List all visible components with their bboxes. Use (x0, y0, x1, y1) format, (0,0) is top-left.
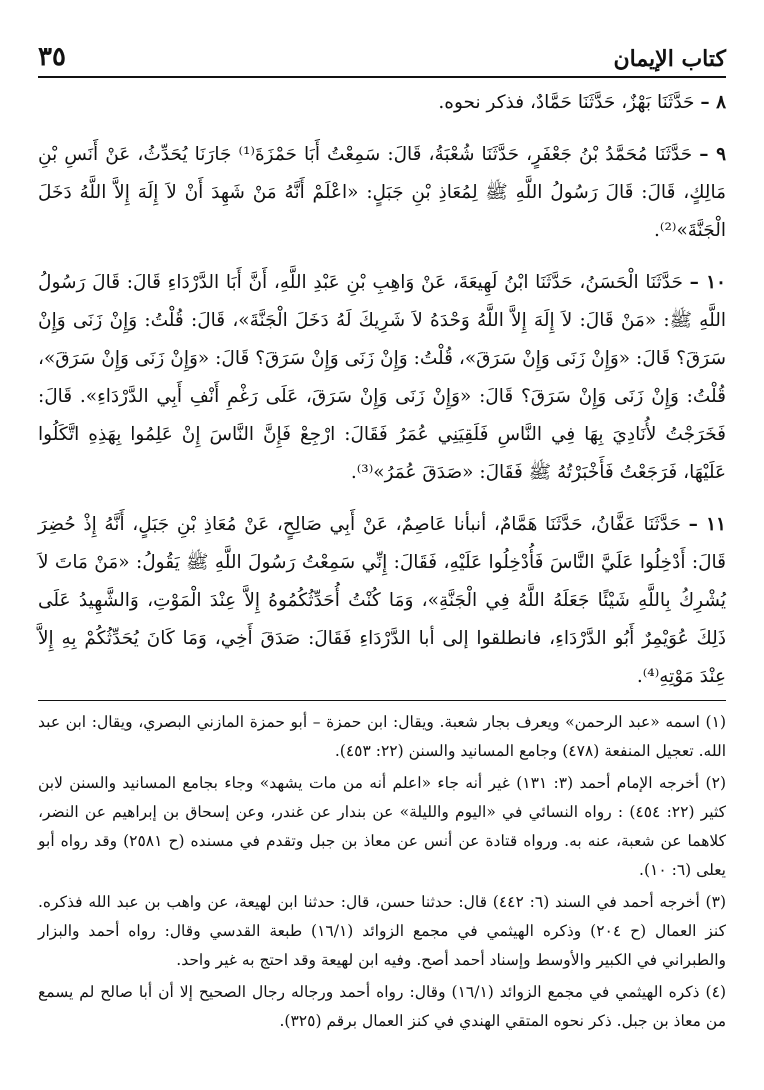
footnote-3 (38, 888, 726, 975)
footnote-number: (٤) (705, 983, 726, 1001)
footnote-1 (38, 708, 726, 766)
hadith-text: حَدَّثَنَا مُحَمَّدُ بْنُ جَعْفَرٍ، حَدَّثَنَا شُعْبَةُ، قَالَ: سَمِعْتُ أَبَا حَمْزَةَ⁽¹⁾ جَارَنَا يُحَدِّثُ، عَنْ أَنَسِ بْنِ مَالِكٍ، قَالَ: قَالَ رَسُولُ اللَّهِ ﷺ لِمُعَاذِ بْنِ جَبَلٍ: «اعْلَمْ أَنَّهُ مَنْ شَهِدَ أَنْ لاَ إِلَهَ إِلاَّ اللَّهُ دَخَلَ الْجَنَّةَ»⁽²⁾. (38, 144, 726, 241)
footnote-text: أخرجه أحمد في السند (٦: ٤٤٢) قال: حدثنا حسن، قال: حدثنا ابن لهيعة، عن واهب بن عبد الله فذكره. كنز العمال (ح ٢٠٤) وذكره الهيثمي في مجمع الزوائد (١٦/١) طبعة القدسي وقال: رواه أحمد والبزار والطبراني في الكبير والأوسط وإسناد أحمد أصح. وفيه ابن لهيعة وقد احتج به غير واحد. (38, 893, 726, 969)
header-rule (38, 76, 726, 78)
hadith-11 (38, 506, 726, 696)
hadith-number: ٩ – (699, 144, 726, 165)
footnote-2 (38, 769, 726, 885)
hadith-text: حَدَّثَنَا بَهْزٌ، حَدَّثَنَا حَمَّادٌ، فذكر نحوه. (438, 92, 695, 113)
footnote-text: اسمه «عبد الرحمن» ويعرف بجار شعبة. ويقال: ابن حمزة – أبو حمزة المازني البصري، ويقال: ابن عبد الله. تعجيل المنفعة (٤٧٨) وجامع المسانيد والسنن (٢٢: ٤٥٣). (38, 713, 726, 760)
hadith-number: ٨ – (700, 92, 726, 113)
footnotes (38, 708, 726, 1039)
hadith-9 (38, 136, 726, 250)
footnote-number: (٣) (705, 893, 726, 911)
hadith-text: حَدَّثَنَا الْحَسَنُ، حَدَّثَنَا ابْنُ لَهِيعَةَ، عَنْ وَاهِبِ بْنِ عَبْدِ اللَّهِ، أَنَّ أَبَا الدَّرْدَاءِ قَالَ: قَالَ رَسُولُ اللَّهِ ﷺ: «مَنْ قَالَ: لاَ إِلَهَ إِلاَّ اللَّهُ وَحْدَهُ لاَ شَرِيكَ لَهُ دَخَلَ الْجَنَّةَ»، قَالَ: قُلْتُ: وَإِنْ زَنَى وَإِنْ سَرَقَ؟ قَالَ: «وَإِنْ زَنَى وَإِنْ سَرَقَ»، قُلْتُ: وَإِنْ زَنَى وَإِنْ سَرَقَ؟ قَالَ: «وَإِنْ زَنَى وَإِنْ سَرَقَ»، قُلْتُ: وَإِنْ زَنَى وَإِنْ سَرَقَ؟ قَالَ: «وَإِنْ زَنَى وَإِنْ سَرَقَ، عَلَى رَغْمِ أَنْفِ أَبِي الدَّرْدَاءِ». قَالَ: فَخَرَجْتُ لأُنَادِيَ بِهَا فِي النَّاسِ فَلَقِيَنِي عُمَرُ فَقَالَ: ارْجِعْ فَإِنَّ النَّاسَ إِنْ عَلِمُوا بِهَذِهِ اتَّكَلُوا عَلَيْهَا، فَرَجَعْتُ فَأَخْبَرْتُهُ ﷺ فَقَالَ: «صَدَقَ عُمَرُ»⁽³⁾. (38, 272, 727, 483)
footnote-text: أخرجه الإمام أحمد (٣: ١٣١) غير أنه جاء «اعلم أنه من مات يشهد» وجاء بجامع المسانيد والسنن لابن كثير (٢٢: ٤٥٤) : رواه النسائي في «اليوم والليلة» عن بندار عن غندر، وعن إسحاق بن إبراهيم عن النضر، كلاهما عن شعبة، عنه به. ورواه قتادة عن أنس عن معاذ بن جبل وتقدم في مسنده (ح ٢٥٨١) وقد رواه أبو يعلى (٦: ١٠). (38, 774, 727, 879)
book-title: كتاب الإيمان (613, 46, 726, 72)
hadith-text-body (38, 84, 726, 710)
hadith-10 (38, 264, 726, 492)
hadith-number: ١٠ – (689, 272, 726, 293)
footnote-divider (38, 700, 726, 701)
footnote-text: ذكره الهيثمي في مجمع الزوائد (١٦/١) وقال: رواه أحمد ورجاله رجال الصحيح إلا أن أبا صالح لم يسمع من معاذ بن جبل. ذكر نحوه المتقي الهندي في كنز العمال برقم (٣٢٥). (38, 983, 726, 1030)
hadith-text: حَدَّثَنَا عَفَّانُ، حَدَّثَنَا هَمَّامٌ، أنبأنا عَاصِمٌ، عَنْ أَبِي صَالِحٍ، عَنْ مُعَاذِ بْنِ جَبَلٍ، أَنَّهُ إِذْ حُضِرَ قَالَ: أَدْخِلُوا عَلَيَّ النَّاسَ فَأُدْخِلُوا عَلَيْهِ، فَقَالَ: إِنِّي سَمِعْتُ رَسُولَ اللَّهِ ﷺ يَقُولُ: «مَنْ مَاتَ لاَ يُشْرِكُ بِاللَّهِ شَيْئًا جَعَلَهُ اللَّهُ فِي الْجَنَّةِ»، وَمَا كُنْتُ أُحَدِّثُكُمُوهُ إِلاَّ عِنْدَ الْمَوْتِ، وَالشَّهِيدُ عَلَى ذَلِكَ عُوَيْمِرٌ أَبُو الدَّرْدَاءِ، فانطلقوا إلى أبا الدَّرْدَاءِ فَقَالَ: صَدَقَ أَخِي، وَمَا كَانَ يُحَدِّثُكُمْ بِهِ إِلاَّ عِنْدَ مَوْتِهِ⁽⁴⁾. (38, 514, 726, 687)
footnote-number: (٢) (705, 774, 726, 792)
footnote-4 (38, 978, 726, 1036)
page-header (38, 36, 726, 72)
footnote-number: (١) (705, 713, 726, 731)
hadith-number: ١١ – (688, 514, 726, 535)
hadith-8 (38, 84, 726, 122)
page-number: ٣٥ (38, 42, 66, 72)
